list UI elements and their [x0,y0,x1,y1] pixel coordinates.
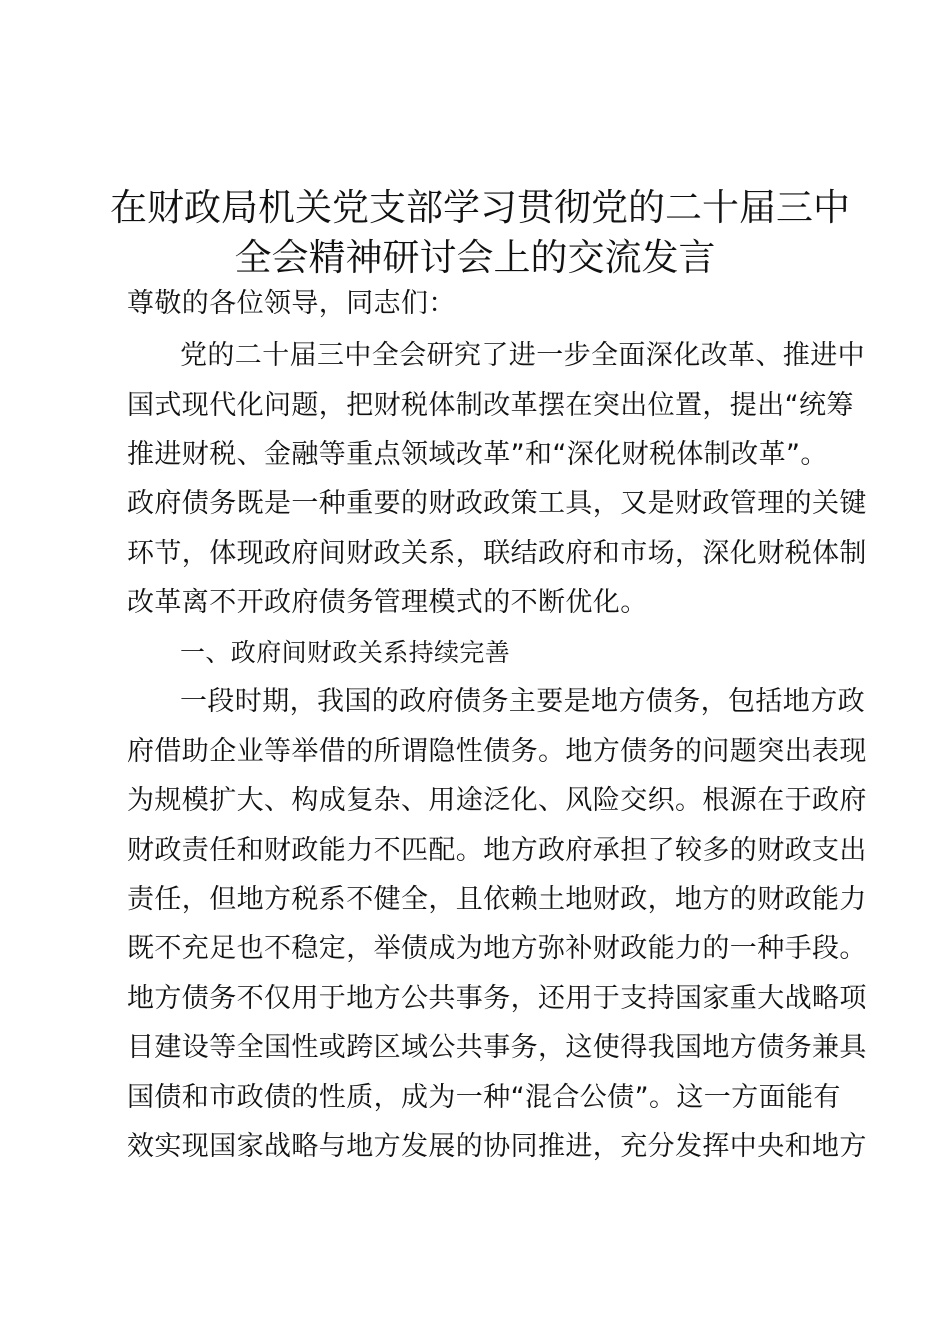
paragraph-2-line: 一段时期，我国的政府债务主要是地方债务，包括地方政 [180,686,865,717]
paragraph-2-line: 国债和市政债的性质，成为一种“混合公债”。这一方面能有 [127,1082,841,1113]
paragraph-2-line: 既不充足也不稳定，举债成为地方弥补财政能力的一种手段。 [127,933,867,964]
paragraph-2-line: 效实现国家战略与地方发展的协同推进，充分发挥中央和地方 [127,1131,867,1162]
paragraph-1-line: 党的二十届三中全会研究了进一步全面深化改革、推进中 [180,340,865,371]
paragraph-2-line: 责任，但地方税系不健全，且依赖土地财政，地方的财政能力 [127,884,867,915]
paragraph-2-line: 财政责任和财政能力不匹配。地方政府承担了较多的财政支出 [127,835,867,866]
document-title-line-1: 在财政局机关党支部学习贯彻党的二十届三中 [110,186,850,229]
document-title-line-2: 全会精神研讨会上的交流发言 [234,236,716,279]
paragraph-2-line: 地方债务不仅用于地方公共事务，还用于支持国家重大战略项 [127,983,867,1014]
paragraph-1-line: 环节，体现政府间财政关系，联结政府和市场，深化财税体制 [127,538,867,569]
paragraph-1-line: 国式现代化问题，把财税体制改革摆在突出位置，提出“统筹 [127,390,854,421]
paragraph-2-line: 目建设等全国性或跨区域公共事务，这使得我国地方债务兼具 [127,1032,867,1063]
paragraph-2-line: 府借助企业等举借的所谓隐性债务。地方债务的问题突出表现 [127,736,867,767]
paragraph-1-line: 政府债务既是一种重要的财政政策工具，又是财政管理的关键 [127,488,867,519]
paragraph-2-line: 为规模扩大、构成复杂、用途泛化、风险交织。根源在于政府 [127,785,867,816]
section-1-heading: 一、政府间财政关系持续完善 [180,638,511,667]
salutation: 尊敬的各位领导，同志们： [127,288,456,319]
paragraph-1-line: 推进财税、金融等重点领域改革”和“深化财税体制改革”。 [127,439,828,470]
paragraph-1-line: 改革离不开政府债务管理模式的不断优化。 [127,587,648,618]
